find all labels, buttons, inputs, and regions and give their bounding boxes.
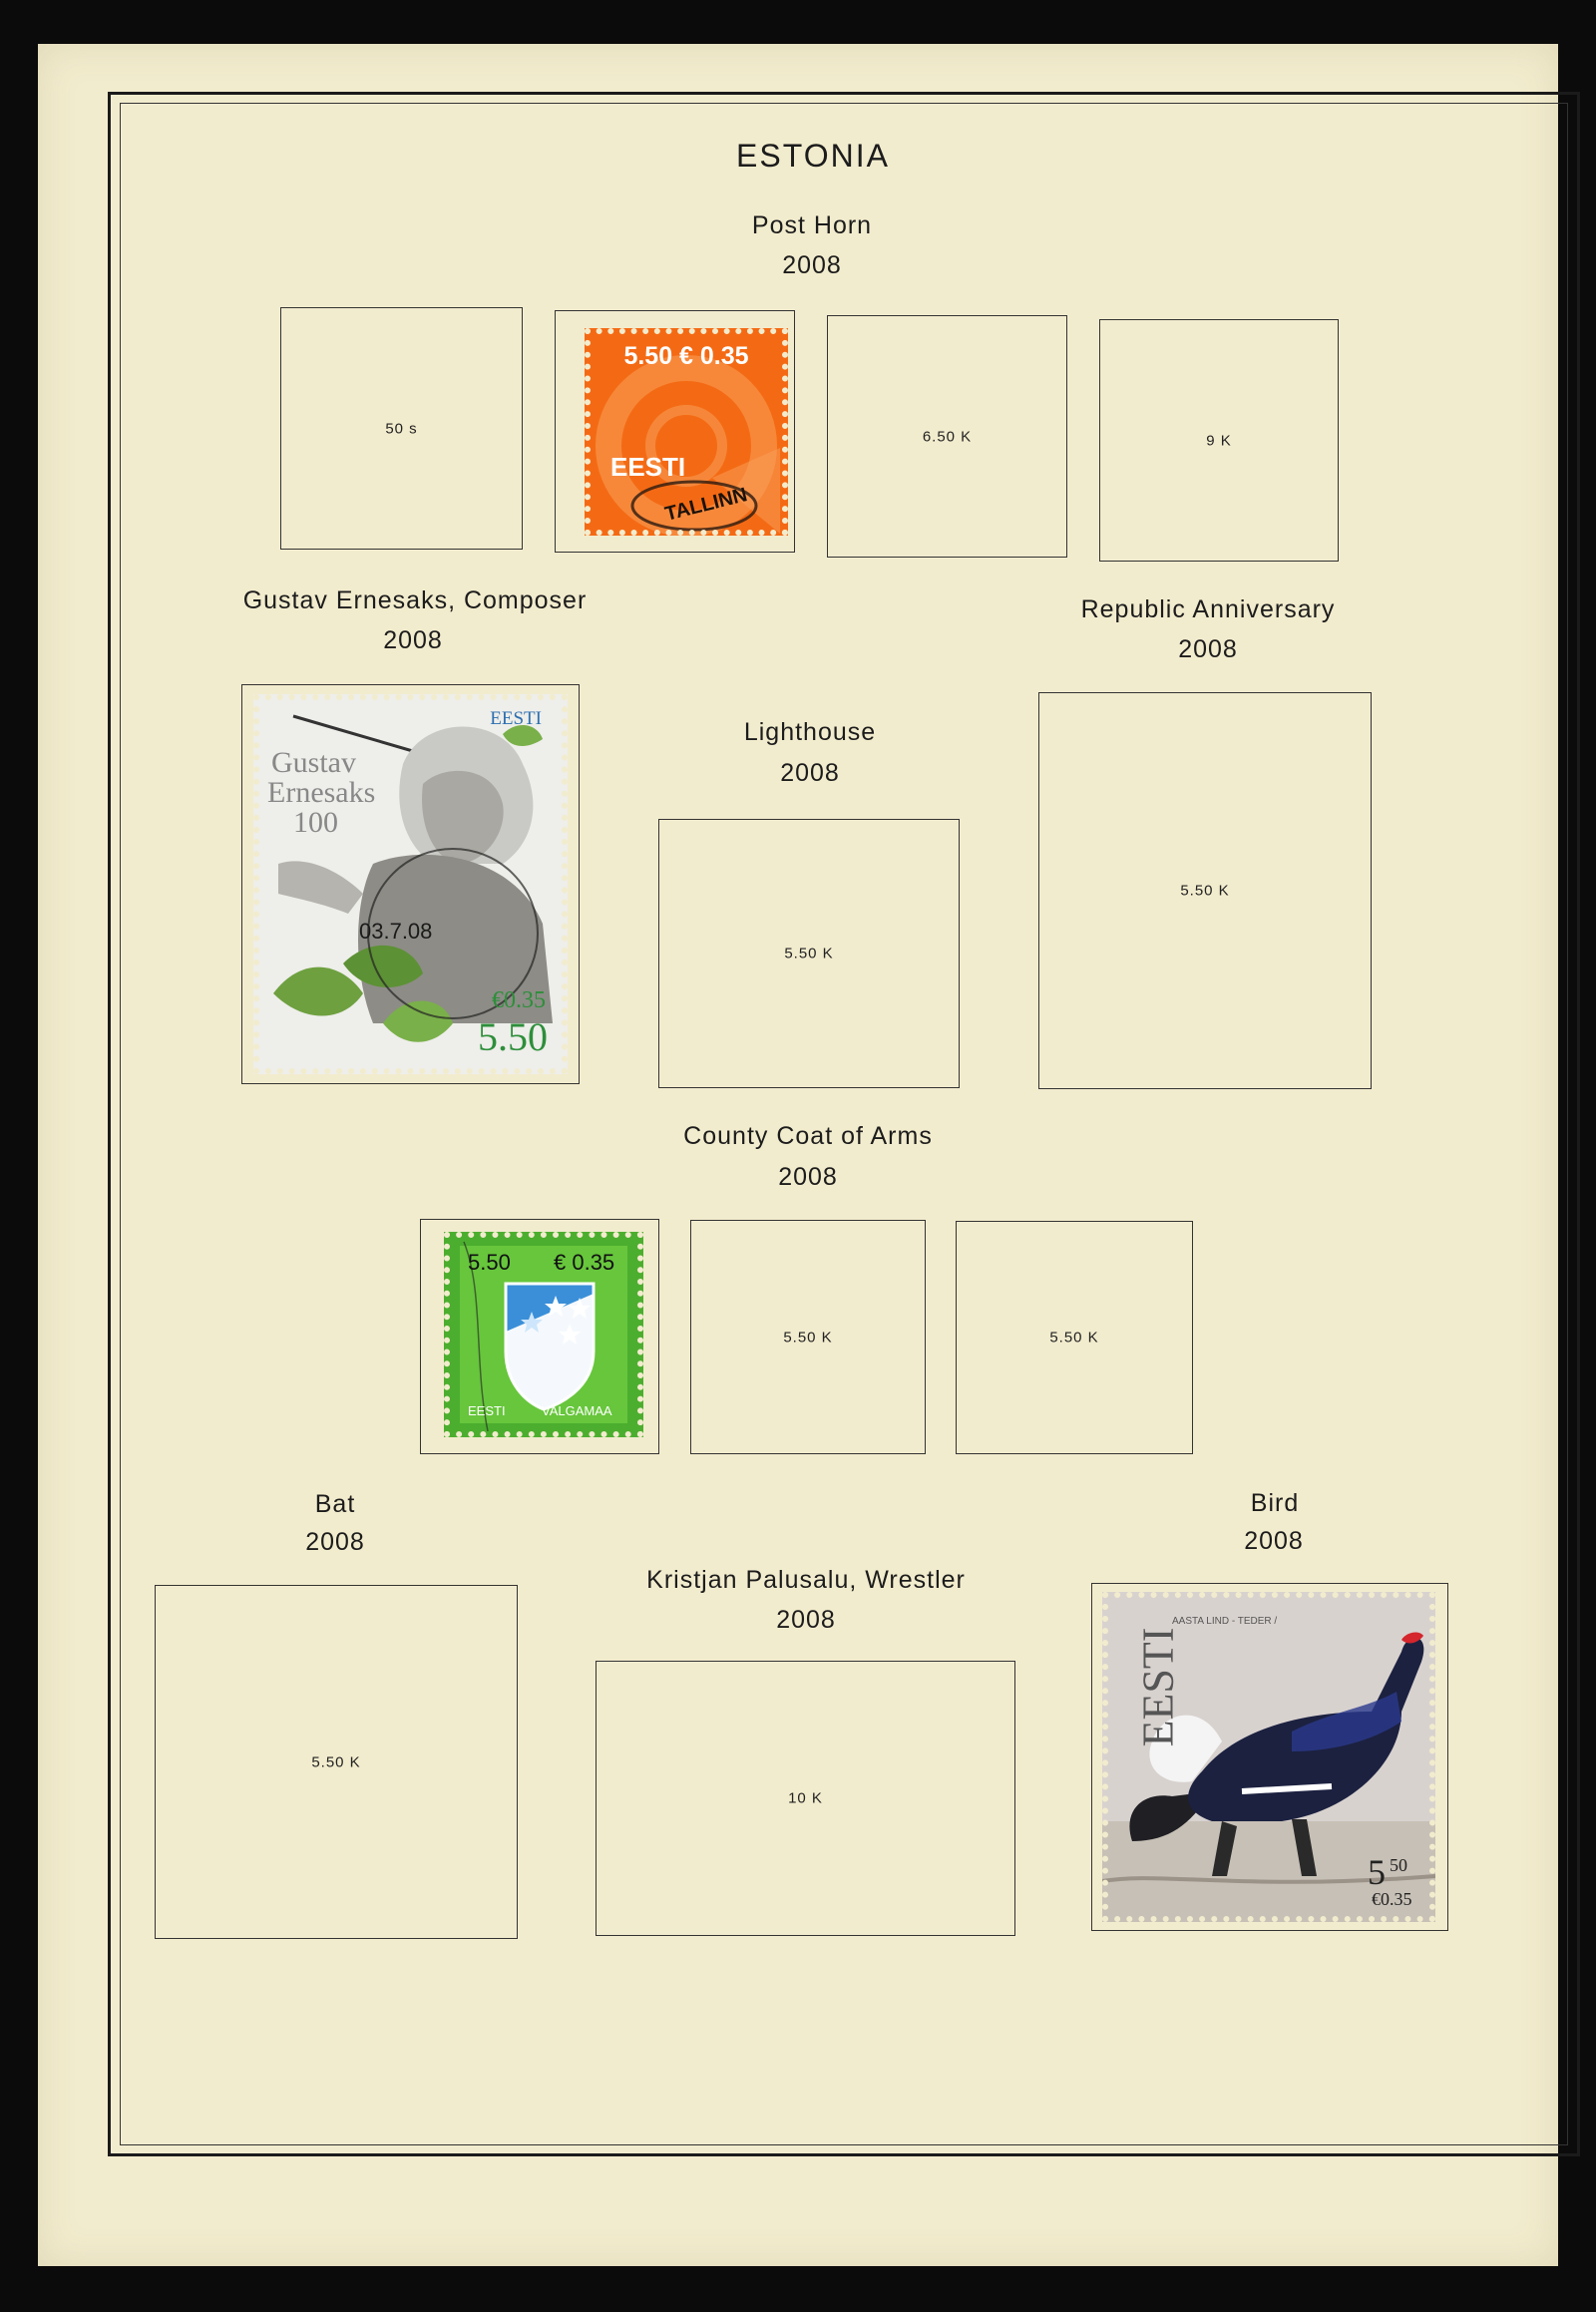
- stamp-county: VALGAMAA: [542, 1403, 612, 1418]
- post-horn-stamp[interactable]: [585, 328, 788, 536]
- stamp-slot-filled: [420, 1219, 659, 1454]
- stamp-slot-filled: [1091, 1583, 1448, 1931]
- section-year-bird: 2008: [1244, 1527, 1304, 1555]
- stamp-slot: [596, 1661, 1015, 1936]
- section-year-ernesaks: 2008: [383, 626, 443, 654]
- stamp-euro-value: €0.35: [492, 987, 546, 1013]
- stamp-slot: [690, 1220, 926, 1454]
- ernesaks-stamp[interactable]: [253, 694, 568, 1074]
- stamp-country: EESTI: [610, 452, 686, 482]
- coat-of-arms-stamp[interactable]: [444, 1232, 643, 1437]
- stamp-value-text: 5.50 € 0.35: [623, 342, 749, 370]
- stamp-slot: [956, 1221, 1193, 1454]
- stamp-value-cents: 50: [1390, 1855, 1407, 1875]
- stamp-country: EESTI: [490, 708, 542, 729]
- stamp-slot-filled: [241, 684, 580, 1084]
- bird-stamp[interactable]: [1102, 1592, 1435, 1922]
- stamp-name-line2: Ernesaks: [267, 776, 376, 809]
- section-title-palusalu: Kristjan Palusalu, Wrestler: [646, 1566, 966, 1594]
- slot-value: 9 K: [1206, 432, 1232, 449]
- section-title-post-horn: Post Horn: [751, 211, 873, 239]
- section-year-post-horn: 2008: [782, 251, 842, 279]
- stamp-euro-value: € 0.35: [554, 1250, 615, 1275]
- stamp-country: EESTI: [468, 1403, 506, 1418]
- slot-value: 50 s: [385, 420, 418, 437]
- stamp-euro-value: €0.35: [1372, 1889, 1412, 1909]
- section-title-ernesaks: Gustav Ernesaks, Composer: [242, 586, 588, 614]
- slot-value: 6.50 K: [922, 428, 973, 445]
- stamp-slot: [658, 819, 960, 1088]
- stamp-country: EESTI: [1133, 1627, 1183, 1747]
- stamp-value: 5.50: [468, 1250, 511, 1275]
- stamp-caption: AASTA LIND - TEDER /: [1172, 1616, 1278, 1627]
- section-title-coat-of-arms: County Coat of Arms: [683, 1122, 933, 1150]
- slot-value: 5.50 K: [1180, 882, 1230, 900]
- stamp-value: 5: [1368, 1852, 1386, 1892]
- stamp-number: 100: [293, 806, 338, 839]
- stamp-value: 5.50: [478, 1014, 548, 1059]
- stamp-name-line1: Gustav: [271, 746, 356, 779]
- section-title-lighthouse: Lighthouse: [743, 718, 877, 746]
- section-year-lighthouse: 2008: [780, 759, 840, 787]
- stamp-slot: [1038, 692, 1372, 1089]
- page-title: ESTONIA: [736, 138, 890, 174]
- slot-value: 10 K: [788, 1789, 823, 1807]
- stamp-slot-filled: [555, 310, 795, 553]
- postmark-text: TALLINN: [662, 484, 750, 526]
- section-title-bird: Bird: [1250, 1489, 1300, 1517]
- section-year-republic: 2008: [1178, 635, 1238, 663]
- postmark-date: 03.7.08: [359, 919, 433, 944]
- stamp-slot: [155, 1585, 518, 1939]
- slot-value: 5.50 K: [783, 1329, 833, 1346]
- stamp-slot: [827, 315, 1067, 558]
- slot-value: 5.50 K: [784, 945, 834, 963]
- section-year-bat: 2008: [305, 1528, 365, 1556]
- slot-value: 5.50 K: [311, 1753, 361, 1770]
- slot-value: 5.50 K: [1049, 1329, 1099, 1347]
- section-title-bat: Bat: [314, 1490, 356, 1518]
- stamp-slot: [280, 307, 523, 550]
- stamp-slot: [1099, 319, 1339, 562]
- section-title-republic: Republic Anniversary: [1080, 595, 1336, 623]
- section-year-coat-of-arms: 2008: [778, 1163, 838, 1191]
- section-year-palusalu: 2008: [776, 1606, 836, 1634]
